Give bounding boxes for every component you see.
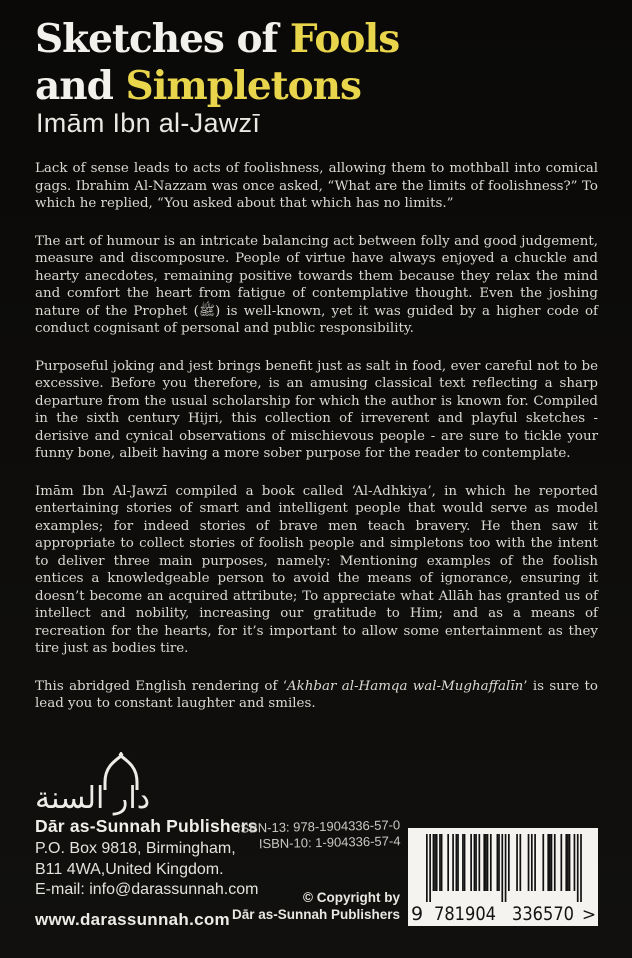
title-line2-yellow: Simpletons bbox=[125, 63, 361, 109]
synopsis-p5-start: This abridged English rendering of ‘ bbox=[35, 678, 288, 694]
page-title bbox=[35, 16, 399, 110]
publisher-address-line1: P.O. Box 9818, Birmingham, bbox=[35, 840, 236, 857]
title-line1-yellow: Fools bbox=[289, 16, 400, 62]
arabic-book-title: Akhbar al-Hamqa wal-Mughaffalīn bbox=[287, 678, 524, 694]
publisher-logo-icon bbox=[33, 752, 151, 816]
synopsis-paragraph-1: Lack of sense leads to acts of foolishness, allowing them to mothball into comical gags. Ibrahim Al-Nazzam was once asked, “What are the limits of foolishness?” To which he replied, “You asked about that which has no limits.” bbox=[35, 161, 598, 211]
isbn-13: ISBN-13: 978-1904336-57-0 bbox=[236, 817, 400, 836]
title-line2-white: and bbox=[35, 63, 126, 109]
title-line1 bbox=[35, 16, 399, 62]
synopsis-paragraph-5 bbox=[35, 678, 598, 713]
barcode-digit-left: 9 bbox=[410, 903, 424, 925]
isbn-10: ISBN-10: 1-904336-57-4 bbox=[258, 833, 401, 852]
synopsis bbox=[35, 160, 598, 733]
publisher-website: www.darassunnah.com bbox=[35, 910, 230, 929]
synopsis-paragraph-4: Imām Ibn Al-Jawzī compiled a book called ‘Al-Adhkiya’, in which he reported entertaining stories of smart and intelligent people that would serve as model examples; for indeed stories of brave men teach bravery. He then saw it appropriate to collect stories of foolish people and simpletons too with the intent to deliver three main purposes, namely: Mentioning examples of the foolish entices a knowledgeable person to avoid the means of ignorance, ensuring it doesn’t become an acquired attribute; To appreciate what Allāh has granted us of intellect and nobility, increasing our gratitude to Him; and as a means of recreation for the hearts, for it’s important to allow some entertainment as they tire just as bodies tire. bbox=[35, 483, 598, 656]
copyright-line2: Dār as-Sunnah Publishers bbox=[231, 906, 400, 922]
isbn-block bbox=[236, 817, 400, 852]
mosque-dome-icon bbox=[105, 756, 137, 782]
title-line2 bbox=[35, 63, 361, 109]
logo-arabic-text: دار السنة bbox=[35, 781, 151, 816]
publisher-name: Dār as-Sunnah Publishers bbox=[35, 816, 258, 836]
title-line1-white: Sketches of bbox=[35, 16, 290, 62]
copyright-notice bbox=[232, 890, 400, 923]
synopsis-paragraph-2: The art of humour is an intricate balancing act between folly and good judgement, measure and discomposure. People of virtue have always enjoyed a chuckle and hearty anecdotes, remaining positive towards them because they relax the mind and comfort the heart from fatigue of contemplative thought. Even the joshing nature of the Prophet (ﷺ) is well-known, yet it was guided by a higher code of conduct cognisant of personal and public responsibility. bbox=[35, 233, 598, 336]
barcode-group1: 781904 bbox=[434, 903, 496, 925]
ean-barcode bbox=[408, 828, 598, 926]
synopsis-paragraph-3: Purposeful joking and jest brings benefit just as salt in food, ever careful not to be excessive. Before you therefore, is an amusing classical text reflecting a sharp departure from the usual scholarship for which the author is known for. Compiled in the sixth century Hijri, this collection of irreverent and playful sketches - derisive and cynical observations of mischievous people - are sure to tickle your funny bone, albeit having a more sober purpose for the reader to contemplate. bbox=[35, 358, 598, 461]
publisher-email: E-mail: info@darassunnah.com bbox=[35, 881, 259, 898]
synopsis-p5-end: ’ is sure to lead you to constant laughter and smiles. bbox=[35, 678, 598, 711]
author-name: Imām Ibn al-Jawzī bbox=[36, 108, 261, 138]
publisher-address-line2: B11 4WA,United Kingdom. bbox=[35, 860, 224, 878]
barcode-end-mark: > bbox=[581, 905, 597, 925]
publisher-address bbox=[35, 839, 258, 901]
barcode-group2: 336570 bbox=[512, 903, 574, 925]
copyright-line1: © Copyright by bbox=[303, 890, 400, 905]
